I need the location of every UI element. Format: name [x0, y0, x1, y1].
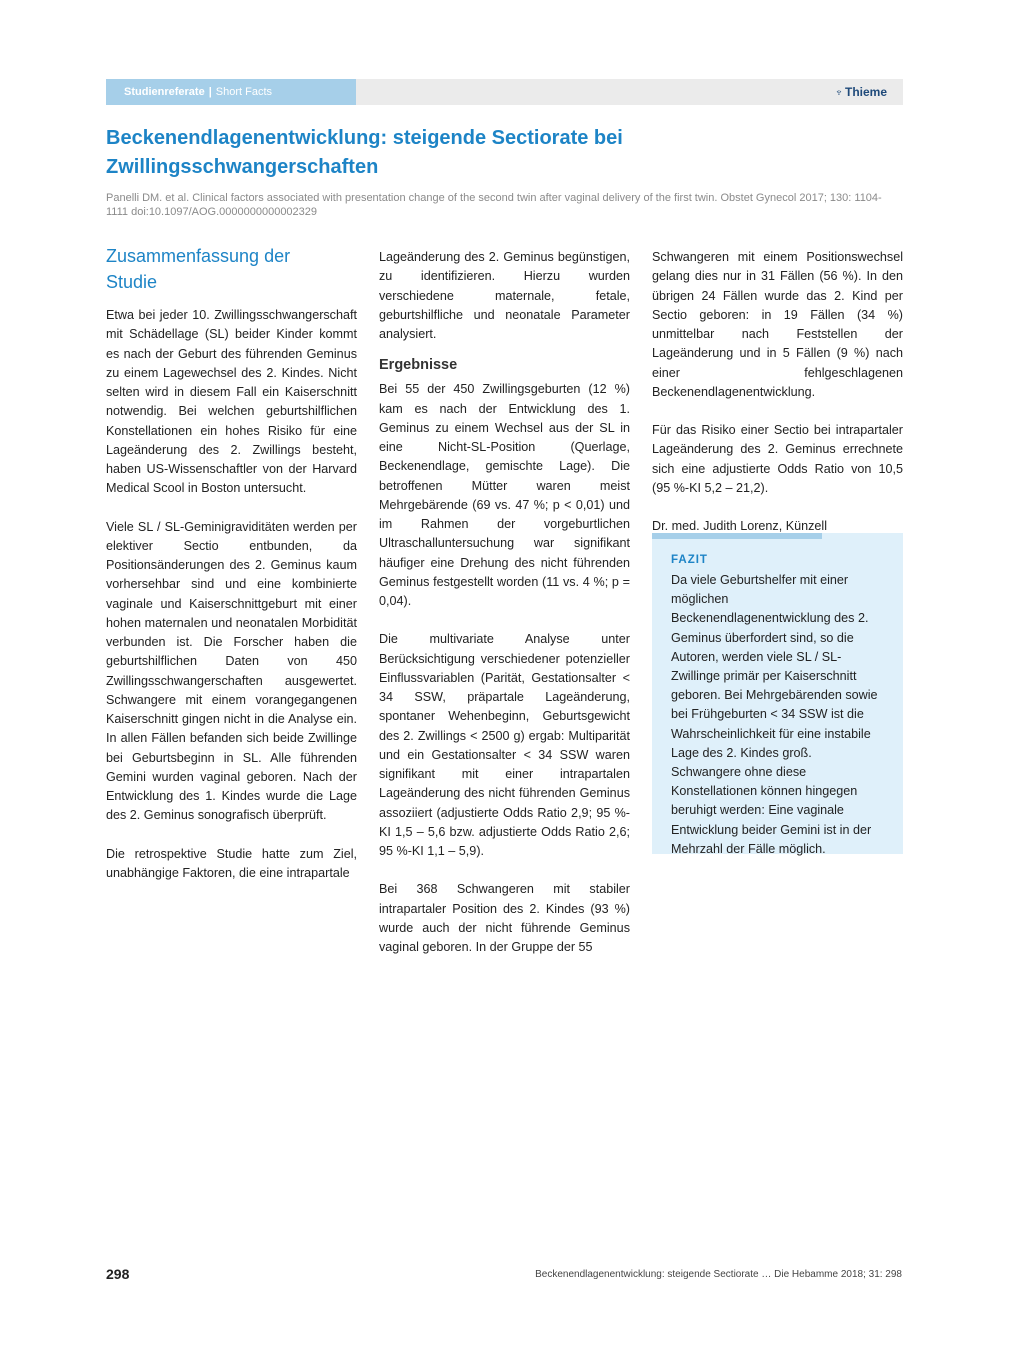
paragraph: Lageänderung des 2. Geminus begünstigen, zu identifizieren. Hierzu wurden verschiedene maternale, fetale, geburtshilfliche und neonatale Parameter analysiert. [379, 250, 630, 341]
article-citation: Panelli DM. et al. Clinical factors associated with presentation change of the second twin after vaginal delivery of the first twin. Obstet Gynecol 2017; 130: 1104-1111 doi:10.1097/AOG.0000000000002329 [106, 192, 882, 218]
section-tab [106, 79, 356, 105]
thieme-logo-icon: ♆ [834, 87, 843, 99]
paragraph: Für das Risiko einer Sectio bei intrapartaler Lageänderung des 2. Geminus errechnete sich eine adjustierte Odds Ratio von 10,5 (95 %-KI 5,2 – 21,2). [652, 423, 903, 495]
author-line: Dr. med. Judith Lorenz, Künzell [652, 519, 828, 533]
publisher-name: Thieme [844, 85, 887, 99]
section-heading-line-2: Studie [106, 272, 158, 292]
paragraph: Die multivariate Analyse unter Berücksichtigung verschiedener potenzieller Einflussvariablen (Parität, Gestationsalter < 34 SSW, präpartale Lageänderung, spontaner Wehenbeginn, Geburtsgewicht des 2. Zwillings < 2500 g) ergab: Multiparität und ein Gestationsalter < 34 SSW waren signifikant mit einer intrapartalen Lageänderung des nicht führenden Geminus assoziiert (adjustierte Odds Ratio 2,9; 95 %-KI 1,5 – 5,6 bzw. adjustierte Odds Ratio 2,6; 95 %-KI 1,1 – 5,9). [379, 632, 630, 858]
section-heading-summary [106, 243, 357, 295]
header-separator: | [208, 86, 212, 98]
page-number: 298 [106, 1266, 130, 1282]
conclusion-title: FAZIT [671, 554, 708, 566]
paragraph: Bei 368 Schwangeren mit stabiler intrapartaler Position des 2. Kindes (93 %) wurde auch der nicht führende Geminus vaginal geboren. In der Gruppe der 55 [379, 882, 630, 954]
paragraph: Etwa bei jeder 10. Zwillingsschwangerschaft mit Schädellage (SL) beider Kinder kommt es nach der Geburt des führenden Geminus zu einem Lagewechsel des 2. Kindes. Nicht selten wird in diesem Fall ein Kaiserschnitt notwendig. Bei welchen geburtshilflichen Konstellationen ein hohes Risiko für eine Lageänderung des 2. Zwillings besteht, haben US-Wissenschaftler von der Harvard Medical Scool in Boston untersucht. [106, 308, 357, 496]
conclusion-box [652, 533, 903, 854]
footer-reference: Beckenendlagenentwicklung: steigende Sectiorate … Die Hebamme 2018; 31: 298 [535, 1269, 902, 1280]
paragraph: Schwangeren mit einem Positionswechsel gelang dies nur in 31 Fällen (56 %). In den übrigen 24 Fällen wurde das 2. Kind per Sectio geboren: in 19 Fällen (34 %) unmittelbar nach Feststellen der Lageänderung und in 5 Fällen (9 %) nach einer fehlgeschlagenen Beckenendlagenentwicklung. [652, 250, 903, 399]
subsection-label: Short Facts [215, 86, 273, 98]
column-3 [652, 248, 903, 536]
running-header [106, 79, 903, 105]
paragraph: Die retrospektive Studie hatte zum Ziel, unabhängige Faktoren, die eine intrapartale [106, 846, 357, 880]
publisher-logo [835, 79, 887, 105]
column-1 [106, 243, 357, 883]
section-heading-line-1: Zusammenfassung der [106, 246, 291, 266]
article-title-line-2: Zwillingsschwangerschaften [106, 156, 379, 178]
section-heading-results: Ergebnisse [379, 357, 458, 374]
conclusion-text: Da viele Geburtshelfer mit einer möglichen Beckenendlagenentwicklung des 2. Geminus überfordert sind, so die Autoren, werden viele SL / SL-Zwillinge primär per Kaiserschnitt geboren. Bei Mehrgebärenden sowie bei Frühgeburten < 34 SSW ist die Wahrscheinlichkeit für eine instabile Lage des 2. Kindes groß. Schwangere ohne diese Konstellationen können hingegen beruhigt werden: Eine vaginale Entwicklung beider Gemini ist in der Mehrzahl der Fälle möglich. [671, 573, 878, 856]
paragraph: Viele SL / SL-Geminigraviditäten werden per elektiver Sectio entbunden, da Positionsänderungen des 2. Geminus kaum vorhersehbar sind und eine kombinierte vaginale und Kaiserschnittgeburt mit einer hohen maternalen und neonatalen Morbidität verbunden ist. Die Forscher haben die geburtshilflichen Daten von 450 Zwillingsschwangerschaften ausgewertet. Schwangere mit einem vorangegangenen Kaiserschnitt gingen nicht in die Analyse ein. In allen Fällen befanden sich beide Zwillinge bei Geburtsbeginn in SL. Alle führenden Gemini wurden vaginal geboren. Nach der Entwicklung des 1. Kindes wurde die Lage des 2. Geminus sonografisch überprüft. [106, 519, 357, 823]
article-title-line-1: Beckenendlagenentwicklung: steigende Sectiorate bei [106, 127, 623, 149]
article-title [106, 124, 866, 182]
conclusion-box-stripe [652, 533, 822, 539]
paragraph: Bei 55 der 450 Zwillingsgeburten (12 %) kam es nach der Entwicklung des 1. Geminus zu einem Wechsel aus der SL in eine Nicht-SL-Position (Querlage, Beckenendlage, gemischte Lage). Die betroffenen Mütter waren meist Mehrgebärende (69 vs. 47 %; p < 0,01) und im Rahmen der vorgeburtlichen Ultraschalluntersuchung war signifikant häufiger eine Drehung des nicht führenden Geminus festgestellt worden (11 vs. 4 %; p = 0,04). [379, 382, 630, 608]
section-label: Studienreferate [124, 86, 205, 98]
column-2 [379, 248, 630, 957]
